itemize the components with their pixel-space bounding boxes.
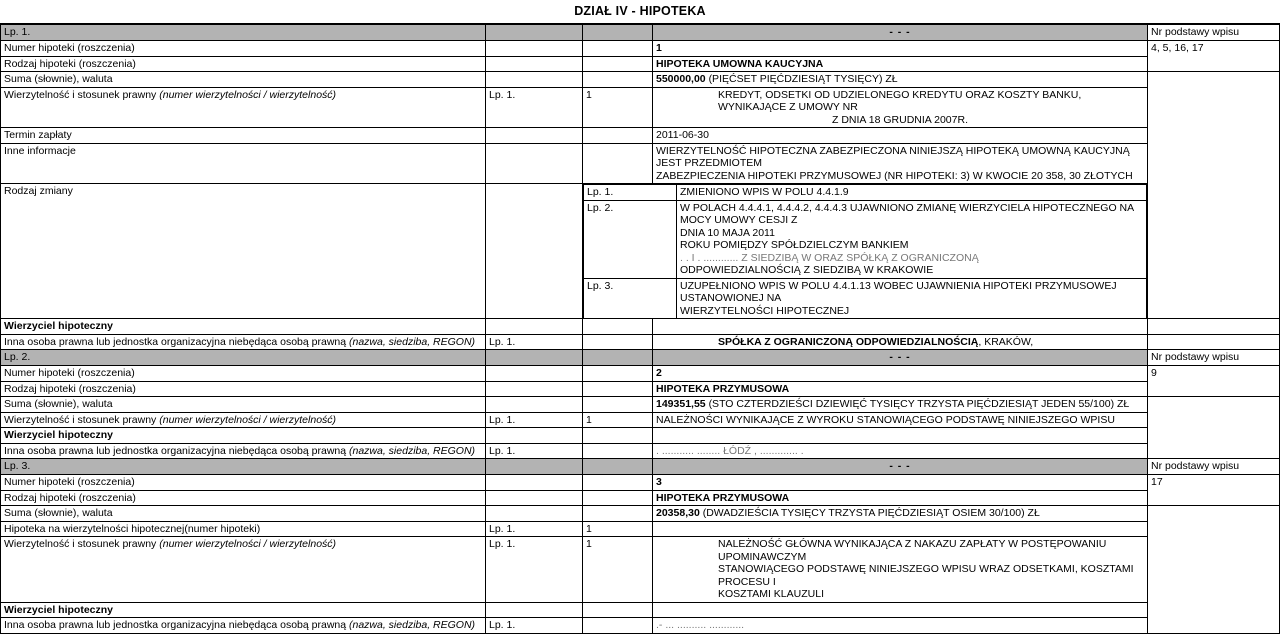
inne-informacje-text xyxy=(653,143,1148,184)
nr-podstawy-value: 4, 5, 16, 17 xyxy=(1148,41,1280,72)
row-label: Hipoteka na wierzytelności hipotecznej(numer hipoteki) xyxy=(1,521,486,537)
row-inne-informacje xyxy=(1,143,1280,184)
wierzyciel-city: , KRAKÓW, xyxy=(978,335,1034,348)
row-label-italic: (nazwa, siedziba, REGON) xyxy=(349,444,476,457)
dzial-iv-table xyxy=(0,24,1280,634)
zmiana-text xyxy=(677,200,1147,278)
row-label: Numer hipoteki (roszczenia) xyxy=(1,41,486,57)
wierzyciel-value: .- ... .......... ............ xyxy=(653,618,1148,634)
entry-lp-label: Lp. 2. xyxy=(1,350,486,366)
separator-dashes: - - - xyxy=(653,25,1148,41)
row-numer-hipoteki xyxy=(1,366,1280,382)
nr-podstawy-value: 9 xyxy=(1148,366,1280,397)
row-termin xyxy=(1,128,1280,144)
inne-line-1: WIERZYTELNOŚĆ HIPOTECZNA ZABEZPIECZONA NINIEJSZĄ HIPOTEKĄ UMOWNĄ KAUCYJNĄ JEST PRZEDMIOTEM xyxy=(656,144,1130,169)
zmiana-line: DNIA 10 MAJA 2011 xyxy=(680,226,775,239)
row-label-text: Wierzytelność i stosunek prawny xyxy=(4,88,157,101)
row-label: Termin zapłaty xyxy=(1,128,486,144)
row-label-text: Wierzytelność i stosunek prawny xyxy=(4,538,157,550)
row-rodzaj-zmiany xyxy=(1,184,1280,319)
entry-lp-label: Lp. 3. xyxy=(1,459,486,475)
wierzyciel-lp: Lp. 1. xyxy=(486,618,583,634)
zmiana-lp: Lp. 2. xyxy=(584,200,677,278)
row-label-italic: (nazwa, siedziba, REGON) xyxy=(349,335,476,348)
row-label-text: Inna osoba prawna lub jednostka organizacyjna niebędąca osobą prawną xyxy=(4,619,347,631)
numer-hipoteki-value: 1 xyxy=(653,41,1148,57)
wierzyciel-header-label: Wierzyciel hipoteczny xyxy=(1,602,486,618)
entry-lp-label: Lp. 1. xyxy=(1,25,486,41)
row-rodzaj-hipoteki xyxy=(1,490,1280,506)
inne-line-2: ZABEZPIECZENIA HIPOTEKI PRZYMUSOWEJ (NR HIPOTEKI: 3) W KWOCIE 20 358, 30 ZŁOTYCH xyxy=(656,169,1133,182)
wierzytelnosc-text: NALEŻNOŚCI WYNIKAJĄCE Z WYROKU STANOWIĄCEGO PODSTAWĘ NINIEJSZEGO WPISU xyxy=(653,412,1148,428)
row-label-italic: (numer wierzytelności / wierzytelność) xyxy=(159,413,337,426)
zmiana-row xyxy=(584,278,1147,318)
suma-amount: 550000,00 xyxy=(656,73,706,85)
row-label: Numer hipoteki (roszczenia) xyxy=(1,366,486,382)
wierzytelnosc-line-3: KOSZTAMI KLAUZULI xyxy=(718,588,824,600)
row-label xyxy=(1,443,486,459)
wierzyciel-lp: Lp. 1. xyxy=(486,334,583,350)
row-suma xyxy=(1,72,1280,88)
row-label: Rodzaj hipoteki (roszczenia) xyxy=(1,56,486,72)
wierzytelnosc-num: 1 xyxy=(583,537,653,603)
wierzyciel-value: . ........... ........ ŁÓDŹ , ............. . xyxy=(653,443,1148,459)
wierzytelnosc-line-1: KREDYT, ODSETKI OD UDZIELONEGO KREDYTU ORAZ KOSZTY BANKU, WYNIKAJĄCE Z UMOWY NR xyxy=(718,88,1082,113)
row-label xyxy=(1,618,486,634)
row-wierzytelnosc xyxy=(1,537,1280,603)
entry-separator-row xyxy=(1,350,1280,366)
zmiana-line: WIERZYTELNOŚCI HIPOTECZNEJ xyxy=(680,304,850,317)
row-inna-osoba xyxy=(1,443,1280,459)
wierzytelnosc-text xyxy=(653,537,1148,603)
wierzytelnosc-line-2: STANOWIĄCEGO PODSTAWĘ NINIEJSZEGO WPISU WRAZ ODSETKAMI, KOSZTAMI PROCESU I xyxy=(718,563,1134,588)
wierzyciel-lp: Lp. 1. xyxy=(486,443,583,459)
row-rodzaj-hipoteki xyxy=(1,56,1280,72)
numer-hipoteki-value: 3 xyxy=(653,475,1148,491)
zmiana-lp: Lp. 3. xyxy=(584,278,677,318)
entry-separator-row xyxy=(1,25,1280,41)
row-label: Suma (słownie), waluta xyxy=(1,506,486,522)
row-label-text: Wierzytelność i stosunek prawny xyxy=(4,413,157,426)
row-wierzyciel-header xyxy=(1,428,1280,444)
numer-hipoteki-value: 2 xyxy=(653,366,1148,382)
row-inna-osoba xyxy=(1,334,1280,350)
nr-podstawy-header: Nr podstawy wpisu xyxy=(1148,459,1280,475)
page-title: DZIAŁ IV - HIPOTEKA xyxy=(0,0,1280,24)
wierzytelnosc-lp: Lp. 1. xyxy=(486,87,583,128)
suma-words: (STO CZTERDZIEŚCI DZIEWIĘĆ TYSIĘCY TRZYSTA PIĘĆDZIESIĄT JEDEN 55/100) ZŁ xyxy=(708,398,1130,410)
row-wierzytelnosc xyxy=(1,87,1280,128)
wierzytelnosc-lp: Lp. 1. xyxy=(486,412,583,428)
rodzaj-hipoteki-value: HIPOTEKA PRZYMUSOWA xyxy=(653,381,1148,397)
suma-value xyxy=(653,397,1148,413)
wierzytelnosc-lp: Lp. 1. xyxy=(486,537,583,603)
row-label: Suma (słownie), waluta xyxy=(1,397,486,413)
suma-words: (PIĘĆSET PIĘĆDZIESIĄT TYSIĘCY) ZŁ xyxy=(708,73,898,85)
row-label xyxy=(1,87,486,128)
row-hipoteka-na-wierzytelnosci xyxy=(1,521,1280,537)
row-label-italic: (numer wierzytelności / wierzytelność) xyxy=(159,88,337,101)
separator-dashes: - - - xyxy=(653,459,1148,475)
row-label: Suma (słownie), waluta xyxy=(1,72,486,88)
rodzaj-hipoteki-value: HIPOTEKA UMOWNA KAUCYJNA xyxy=(653,56,1148,72)
row-label-italic: (numer wierzytelności / wierzytelność) xyxy=(159,538,337,550)
rodzaj-hipoteki-value: HIPOTEKA PRZYMUSOWA xyxy=(653,490,1148,506)
row-label-italic: (nazwa, siedziba, REGON) xyxy=(349,619,476,631)
zmiana-row xyxy=(584,200,1147,278)
row-numer-hipoteki xyxy=(1,41,1280,57)
hipoteka-na-wierzytelnosci-lp: Lp. 1. xyxy=(486,521,583,537)
rodzaj-zmiany-table xyxy=(583,184,1147,318)
row-label: Numer hipoteki (roszczenia) xyxy=(1,475,486,491)
suma-value xyxy=(653,72,1148,88)
wierzyciel-value xyxy=(653,334,1148,350)
termin-value: 2011-06-30 xyxy=(653,128,1148,144)
hipoteka-na-wierzytelnosci-value: 1 xyxy=(583,521,653,537)
separator-dashes: - - - xyxy=(653,350,1148,366)
suma-amount: 20358,30 xyxy=(656,507,700,519)
row-suma xyxy=(1,397,1280,413)
row-numer-hipoteki xyxy=(1,475,1280,491)
wierzyciel-name: SPÓŁKA Z OGRANICZONĄ ODPOWIEDZIALNOŚCIĄ xyxy=(718,335,979,348)
zmiana-row xyxy=(584,185,1147,201)
zmiana-text xyxy=(677,278,1147,318)
wierzytelnosc-text xyxy=(653,87,1148,128)
row-suma xyxy=(1,506,1280,522)
wierzytelnosc-num: 1 xyxy=(583,87,653,128)
row-label-text: Inna osoba prawna lub jednostka organizacyjna niebędąca osobą prawną xyxy=(4,444,347,457)
row-label xyxy=(1,412,486,428)
suma-value xyxy=(653,506,1148,522)
zmiana-text xyxy=(677,185,1147,201)
row-label: Inne informacje xyxy=(1,143,486,184)
nr-podstawy-value: 17 xyxy=(1148,475,1280,506)
row-wierzyciel-header xyxy=(1,602,1280,618)
zmiana-line: ZMIENIONO WPIS W POLU 4.4.1.9 xyxy=(680,186,849,198)
row-label: Rodzaj zmiany xyxy=(1,184,486,319)
zmiana-line: ODPOWIEDZIALNOŚCIĄ Z SIEDZIBĄ W KRAKOWIE xyxy=(680,264,934,276)
row-label: Rodzaj hipoteki (roszczenia) xyxy=(1,381,486,397)
row-label: Rodzaj hipoteki (roszczenia) xyxy=(1,490,486,506)
wierzyciel-header-label: Wierzyciel hipoteczny xyxy=(1,319,486,335)
row-wierzytelnosc xyxy=(1,412,1280,428)
wierzytelnosc-num: 1 xyxy=(583,412,653,428)
row-wierzyciel-header xyxy=(1,319,1280,335)
entry-separator-row xyxy=(1,459,1280,475)
zmiana-line: . . I . ............ Z SIEDZIBĄ W ORAZ SPÓŁKĄ Z OGRANICZONĄ xyxy=(680,251,979,264)
wierzyciel-header-label: Wierzyciel hipoteczny xyxy=(1,428,486,444)
zmiana-line: W POLACH 4.4.4.1, 4.4.4.2, 4.4.4.3 UJAWNIONO ZMIANĘ WIERZYCIELA HIPOTECZNEGO NA MOCY UMOWY CESJI Z xyxy=(680,201,1134,226)
zmiana-line: ROKU POMIĘDZY SPÓŁDZIELCZYM BANKIEM xyxy=(680,239,909,251)
zmiana-lp: Lp. 1. xyxy=(584,185,677,201)
row-rodzaj-hipoteki xyxy=(1,381,1280,397)
row-label xyxy=(1,334,486,350)
nr-podstawy-header: Nr podstawy wpisu xyxy=(1148,25,1280,41)
wierzytelnosc-line-1: NALEŻNOŚĆ GŁÓWNA WYNIKAJĄCA Z NAKAZU ZAPŁATY W POSTĘPOWANIU UPOMINAWCZYM xyxy=(718,538,1107,563)
zmiana-line: UZUPEŁNIONO WPIS W POLU 4.4.1.13 WOBEC UJAWNIENIA HIPOTEKI PRZYMUSOWEJ USTANOWIONEJ NA xyxy=(680,279,1117,304)
row-label xyxy=(1,537,486,603)
suma-words: (DWADZIEŚCIA TYSIĘCY TRZYSTA PIĘĆDZIESIĄT OSIEM 30/100) ZŁ xyxy=(702,507,1040,519)
suma-amount: 149351,55 xyxy=(656,398,706,410)
row-label-text: Inna osoba prawna lub jednostka organizacyjna niebędąca osobą prawną xyxy=(4,335,347,348)
nr-podstawy-header: Nr podstawy wpisu xyxy=(1148,350,1280,366)
row-inna-osoba xyxy=(1,618,1280,634)
wierzytelnosc-line-2: Z DNIA 18 GRUDNIA 2007R. xyxy=(832,113,968,126)
